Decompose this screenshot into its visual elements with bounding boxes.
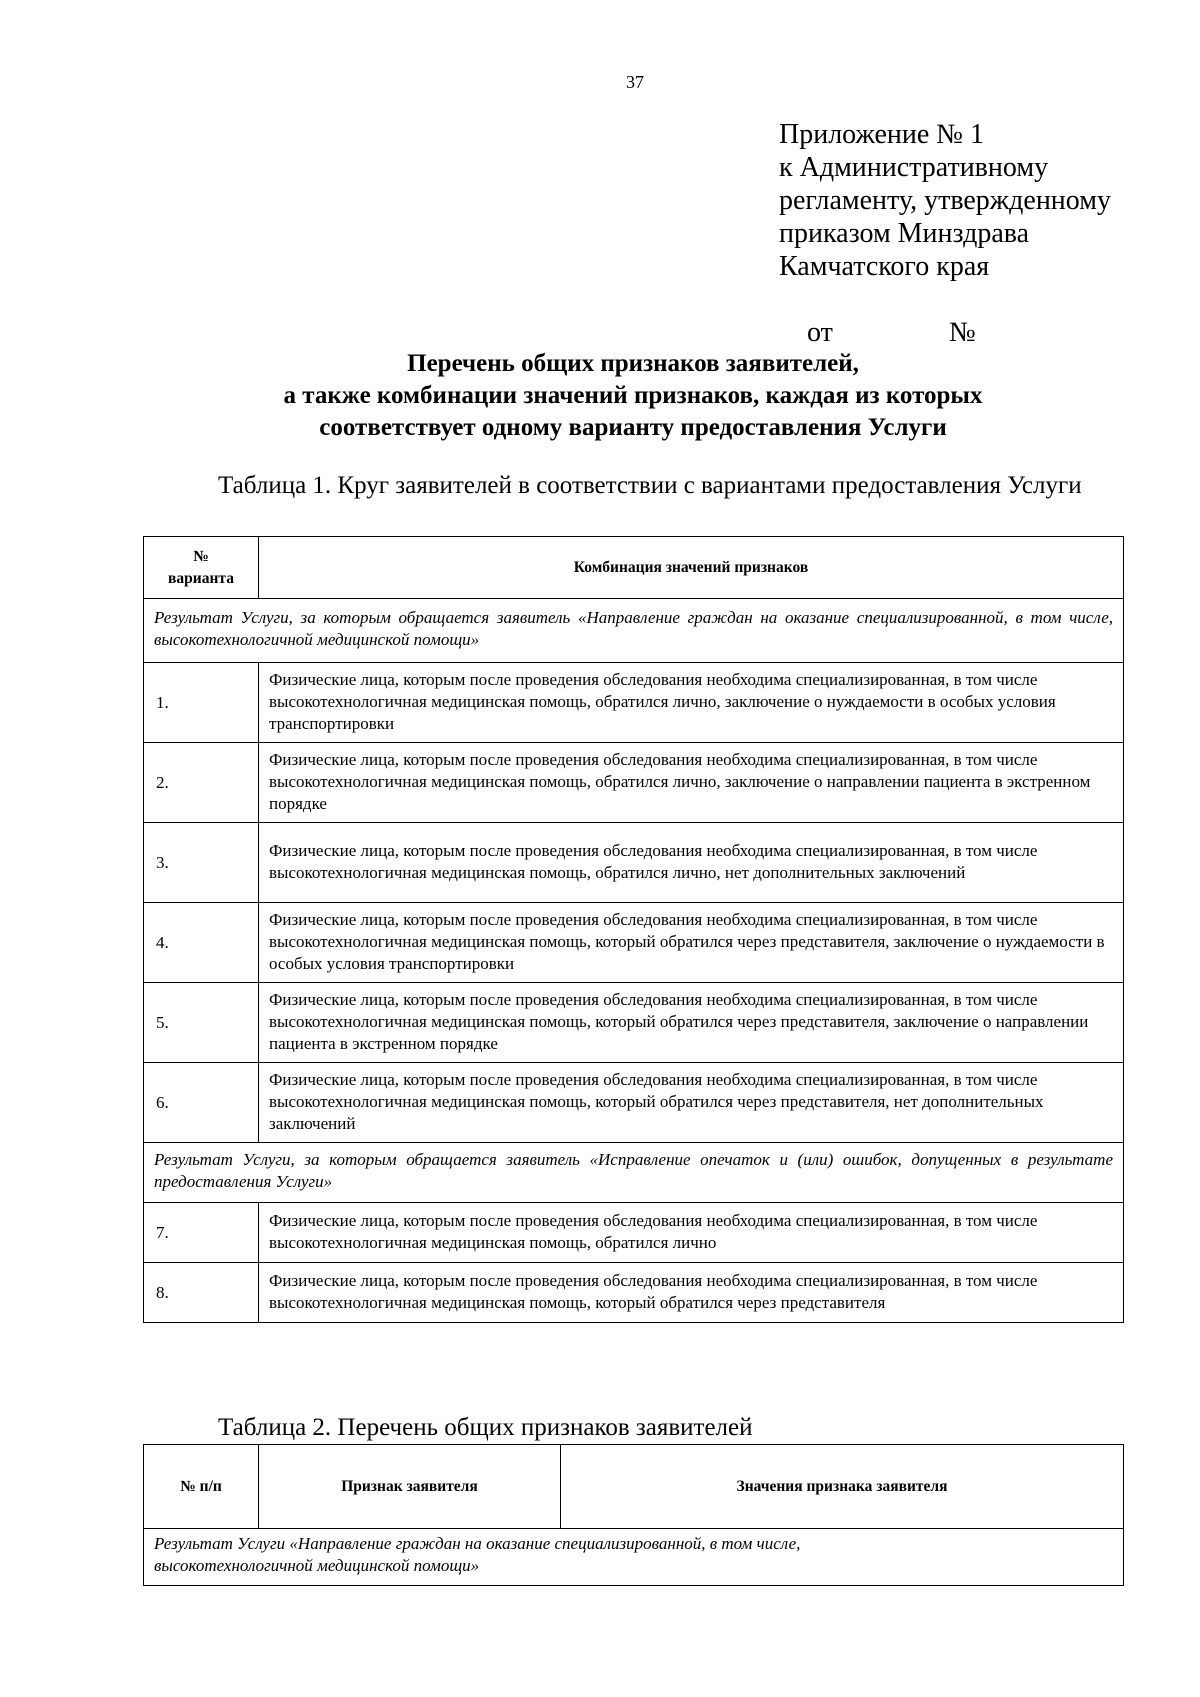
table-row xyxy=(144,1063,1124,1143)
table2-caption: Таблица 2. Перечень общих признаков заявителей xyxy=(218,1414,753,1441)
header-text: № xyxy=(193,547,209,565)
group-cell: Результат Услуги, за которым обращается заявитель «Направление граждан на оказание специализированной, в том числе, высокотехнологичной медицинской помощи» xyxy=(144,599,1124,663)
table-row xyxy=(144,663,1124,743)
group-cell: Результат Услуги, за которым обращается заявитель «Исправление опечаток и (или) ошибок, допущенных в результате предоставления Услуги» xyxy=(144,1143,1124,1203)
table-row xyxy=(144,1203,1124,1263)
variant-text: Физические лица, которым после проведения обследования необходима специализированная, в том числе высокотехнологичная медицинская помощь, обратился лично, заключение о направлении пациента в экстренном порядке xyxy=(259,743,1124,823)
table-row xyxy=(144,743,1124,823)
table1 xyxy=(143,536,1124,1323)
variant-text: Физические лица, которым после проведения обследования необходима специализированная, в том числе высокотехнологичная медицинская помощь, который обратился через представителя, заключение о направлении пациента в экстренном порядке xyxy=(259,983,1124,1063)
variant-number: 1. xyxy=(144,663,259,743)
table-row xyxy=(144,823,1124,903)
variant-number: 2. xyxy=(144,743,259,823)
annex-line: к Административному xyxy=(779,152,1049,183)
header-cell-attribute: Признак заявителя xyxy=(259,1445,561,1529)
header-cell-combination: Комбинация значений признаков xyxy=(259,537,1124,599)
annex-line: Приложение № 1 xyxy=(779,119,984,150)
group-row xyxy=(144,1529,1124,1586)
annex-block xyxy=(779,118,1111,382)
annex-number-sign: № xyxy=(949,317,976,348)
annex-line: Камчатского края xyxy=(779,251,990,282)
header-cell-values: Значения признака заявителя xyxy=(561,1445,1124,1529)
variant-number: 6. xyxy=(144,1063,259,1143)
header-cell-number: № п/п xyxy=(144,1445,259,1529)
table-row xyxy=(144,983,1124,1063)
group-row xyxy=(144,1143,1124,1203)
table1-caption: Таблица 1. Круг заявителей в соответствии с вариантами предоставления Услуги xyxy=(218,472,1082,499)
document-title xyxy=(143,348,1123,444)
table-header-row xyxy=(144,537,1124,599)
table-row xyxy=(144,1263,1124,1323)
variant-text: Физические лица, которым после проведения обследования необходима специализированная, в том числе высокотехнологичная медицинская помощь, который обратился через представителя, нет дополнительных заключений xyxy=(259,1063,1124,1143)
annex-from: от xyxy=(807,317,833,348)
title-line: Перечень общих признаков заявителей, xyxy=(407,350,859,377)
variant-number: 3. xyxy=(144,823,259,903)
group-row xyxy=(144,599,1124,663)
variant-number: 7. xyxy=(144,1203,259,1263)
table-header-row xyxy=(144,1445,1124,1529)
variant-text: Физические лица, которым после проведения обследования необходима специализированная, в том числе высокотехнологичная медицинская помощь, обратился лично xyxy=(259,1203,1124,1263)
variant-text: Физические лица, которым после проведения обследования необходима специализированная, в том числе высокотехнологичная медицинская помощь, который обратился через представителя xyxy=(259,1263,1124,1323)
annex-line: регламенту, утвержденному xyxy=(779,185,1111,216)
table-row xyxy=(144,903,1124,983)
header-text: варианта xyxy=(168,569,234,587)
group-cell: Результат Услуги «Направление граждан на оказание специализированной, в том числе, высокотехнологичной медицинской помощи» xyxy=(144,1529,1124,1586)
variant-text: Физические лица, которым после проведения обследования необходима специализированная, в том числе высокотехнологичная медицинская помощь, который обратился через представителя, заключение о нуждаемости в особых условия транспортировки xyxy=(259,903,1124,983)
page-number: 37 xyxy=(626,72,644,92)
variant-number: 5. xyxy=(144,983,259,1063)
variant-number: 8. xyxy=(144,1263,259,1323)
variant-text: Физические лица, которым после проведения обследования необходима специализированная, в том числе высокотехнологичная медицинская помощь, обратился лично, заключение о нуждаемости в особых условия транспортировки xyxy=(259,663,1124,743)
title-line: соответствует одному варианту предоставления Услуги xyxy=(319,414,947,441)
table2 xyxy=(143,1444,1124,1586)
variant-number: 4. xyxy=(144,903,259,983)
variant-text: Физические лица, которым после проведения обследования необходима специализированная, в том числе высокотехнологичная медицинская помощь, обратился лично, нет дополнительных заключений xyxy=(259,823,1124,903)
header-cell-variant xyxy=(144,537,259,599)
title-line: а также комбинации значений признаков, каждая из которых xyxy=(283,382,983,409)
annex-line: приказом Минздрава xyxy=(779,218,1030,249)
